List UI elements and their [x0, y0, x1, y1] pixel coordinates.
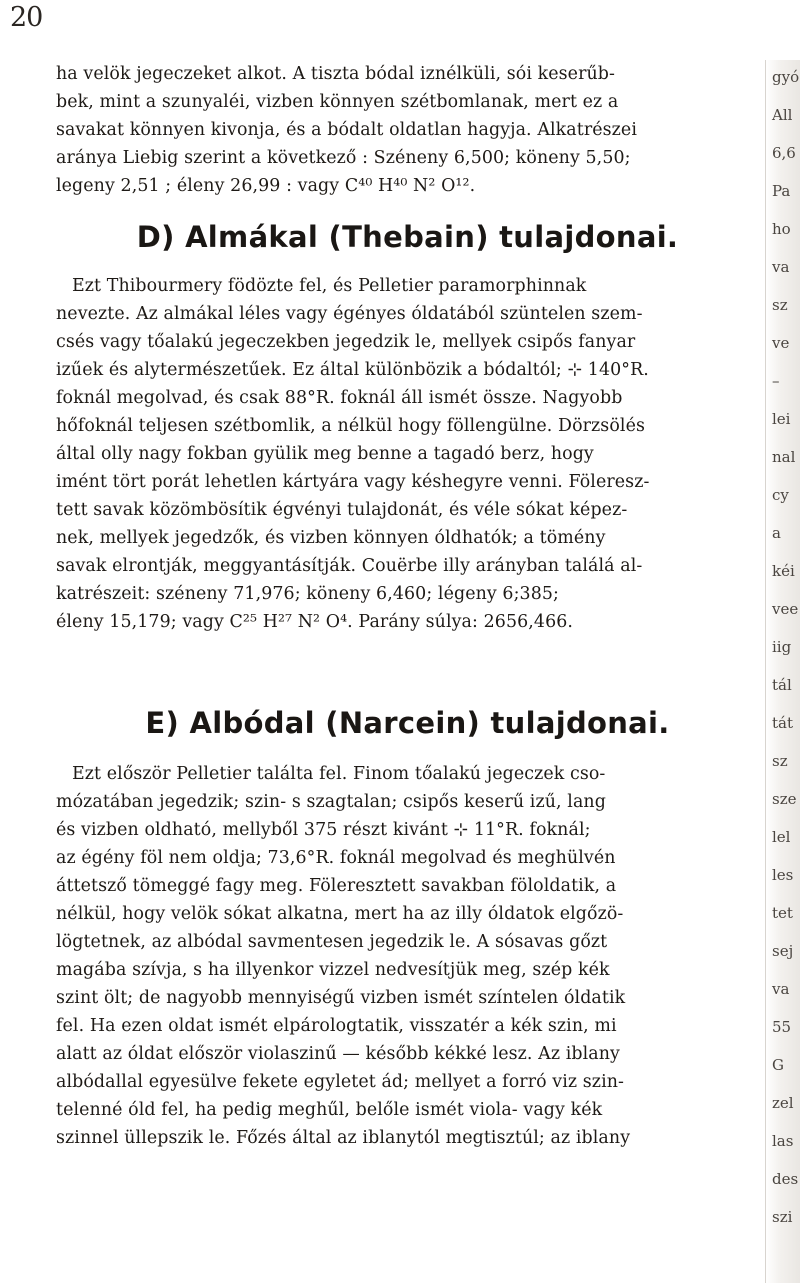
page-number: 20 — [10, 2, 43, 33]
gutter-fragment: szi — [772, 1208, 793, 1226]
text-line: nevezte. Az almákal léles vagy égényes óldatából szüntelen szem- — [56, 304, 643, 324]
gutter-fragment: tet — [772, 904, 793, 922]
section-letter-d: D) — [136, 220, 175, 254]
gutter-fragment: ve — [772, 334, 790, 352]
gutter-fragment: iig — [772, 638, 792, 656]
text-line: savak elrontják, meggyantásítják. Couërbe illy arányban találá al- — [56, 556, 643, 576]
gutter-fragment: lei — [772, 410, 791, 428]
text-line: bek, mint a szunyaléi, vizben könnyen szétbomlanak, mert ez a — [56, 92, 619, 112]
gutter-fragment: lel — [772, 828, 791, 846]
text-line: imént tört porát lehetlen kártyára vagy késhegyre venni. Föleresz- — [56, 472, 650, 492]
text-line: nek, mellyek jegedzők, és vizben könnyen óldhatók; a tömény — [56, 528, 606, 548]
text-line: Ezt Thibourmery födözte fel, és Pelletier paramorphinnak — [72, 276, 587, 296]
gutter-fragment: sze — [772, 790, 797, 808]
text-line: nélkül, hogy velök sókat alkatna, mert ha az illy óldatok elgőzö- — [56, 904, 624, 924]
gutter-fragment: sz — [772, 752, 788, 770]
gutter-fragment: va — [772, 258, 790, 276]
text-line: fel. Ha ezen oldat ismét elpárologtatik, visszatér a kék szin, mi — [56, 1016, 617, 1036]
gutter-fragment: ho — [772, 220, 791, 238]
gutter-fragment: sz — [772, 296, 788, 314]
text-line: magába szívja, s ha illyenkor vizzel nedvesítjük meg, szép kék — [56, 960, 610, 980]
text-line: telenné óld fel, ha pedig meghűl, belőle ismét viola- vagy kék — [56, 1100, 603, 1120]
text-line: aránya Liebig szerint a következő : Széneny 6,500; köneny 5,50; — [56, 148, 631, 168]
text-line: albódallal egyesülve fekete egyletet ád; mellyet a forró viz szin- — [56, 1072, 625, 1092]
text-line: éleny 15,179; vagy C²⁵ H²⁷ N² O⁴. Parány súlya: 2656,466. — [56, 612, 574, 632]
gutter-fragment: gyó — [772, 68, 800, 86]
gutter-fragment: tál — [772, 676, 792, 694]
gutter-fragment: vee — [772, 600, 799, 618]
text-line: tett savak közömbösítik égvényi tulajdonát, és véle sókat képez- — [56, 500, 628, 520]
gutter-fragment: – — [772, 372, 780, 390]
gutter-fragment: sej — [772, 942, 794, 960]
text-line: katrészeit: széneny 71,976; köneny 6,460; légeny 6;385; — [56, 584, 560, 604]
gutter-fragment: cy — [772, 486, 789, 504]
text-line: legeny 2,51 ; éleny 26,99 : vagy C⁴⁰ H⁴⁰ N² O¹². — [56, 176, 476, 196]
text-line: és vizben oldható, mellyből 375 részt kivánt ⊹ 11°R. foknál; — [56, 820, 591, 840]
text-line: által olly nagy fokban gyülik meg benne a tagadó berz, hogy — [56, 444, 594, 464]
text-line: Ezt először Pelletier találta fel. Finom tőalakú jegeczek cso- — [72, 764, 606, 784]
gutter-fragment: nal — [772, 448, 796, 466]
text-line: szint ölt; de nagyobb mennyiségű vizben ismét színtelen óldatik — [56, 988, 626, 1008]
gutter-fragment: zel — [772, 1094, 794, 1112]
section-title-d: Almákal (Thebain) tulajdonai. — [185, 220, 679, 254]
gutter-fragment: des — [772, 1170, 799, 1188]
text-line: savakat könnyen kivonja, és a bódalt oldatlan hagyja. Alkatrészei — [56, 120, 637, 140]
gutter-fragment: 6,6 — [772, 144, 796, 162]
gutter-fragment: All — [772, 106, 793, 124]
text-line: izűek és alytermészetűek. Ez által különbözik a bódaltól; ⊹ 140°R. — [56, 360, 649, 380]
text-line: csés vagy tőalakú jegeczekben jegedzik le, mellyek csipős fanyar — [56, 332, 636, 352]
gutter-fragment: les — [772, 866, 794, 884]
text-line: ha velök jegeczeket alkot. A tiszta bódal iznélküli, sói keserűb- — [56, 64, 615, 84]
text-line: szinnel üllepszik le. Főzés által az iblanytól megtisztúl; az iblany — [56, 1128, 631, 1148]
text-line: lögtetnek, az albódal savmentesen jegedzik le. A sósavas gőzt — [56, 932, 608, 952]
gutter-fragment: las — [772, 1132, 794, 1150]
text-line: áttetsző tömeggé fagy meg. Föleresztett savakban föloldatik, a — [56, 876, 617, 896]
text-line: mózatában jegedzik; szin- s szagtalan; csipős keserű izű, lang — [56, 792, 606, 812]
gutter-fragment: 55 — [772, 1018, 792, 1036]
text-line: alatt az óldat először violaszinű — később kékké lesz. Az iblany — [56, 1044, 620, 1064]
gutter-fragment: G — [772, 1056, 784, 1074]
section-heading-d — [56, 220, 759, 254]
gutter-fragment: Pa — [772, 182, 791, 200]
gutter-fragment: a — [772, 524, 781, 542]
section-heading-e — [56, 706, 759, 740]
gutter-fragment: kéi — [772, 562, 795, 580]
gutter-fragment: tát — [772, 714, 793, 732]
text-line: az égény föl nem oldja; 73,6°R. foknál megolvad és meghülvén — [56, 848, 616, 868]
text-line: hőfoknál teljesen szétbomlik, a nélkül hogy föllengülne. Dörzsölés — [56, 416, 645, 436]
gutter-fragment: va — [772, 980, 790, 998]
text-line: foknál megolvad, és csak 88°R. foknál áll ismét össze. Nagyobb — [56, 388, 623, 408]
section-title-e: Albódal (Narcein) tulajdonai. — [189, 706, 670, 740]
section-letter-e: E) — [145, 706, 180, 740]
